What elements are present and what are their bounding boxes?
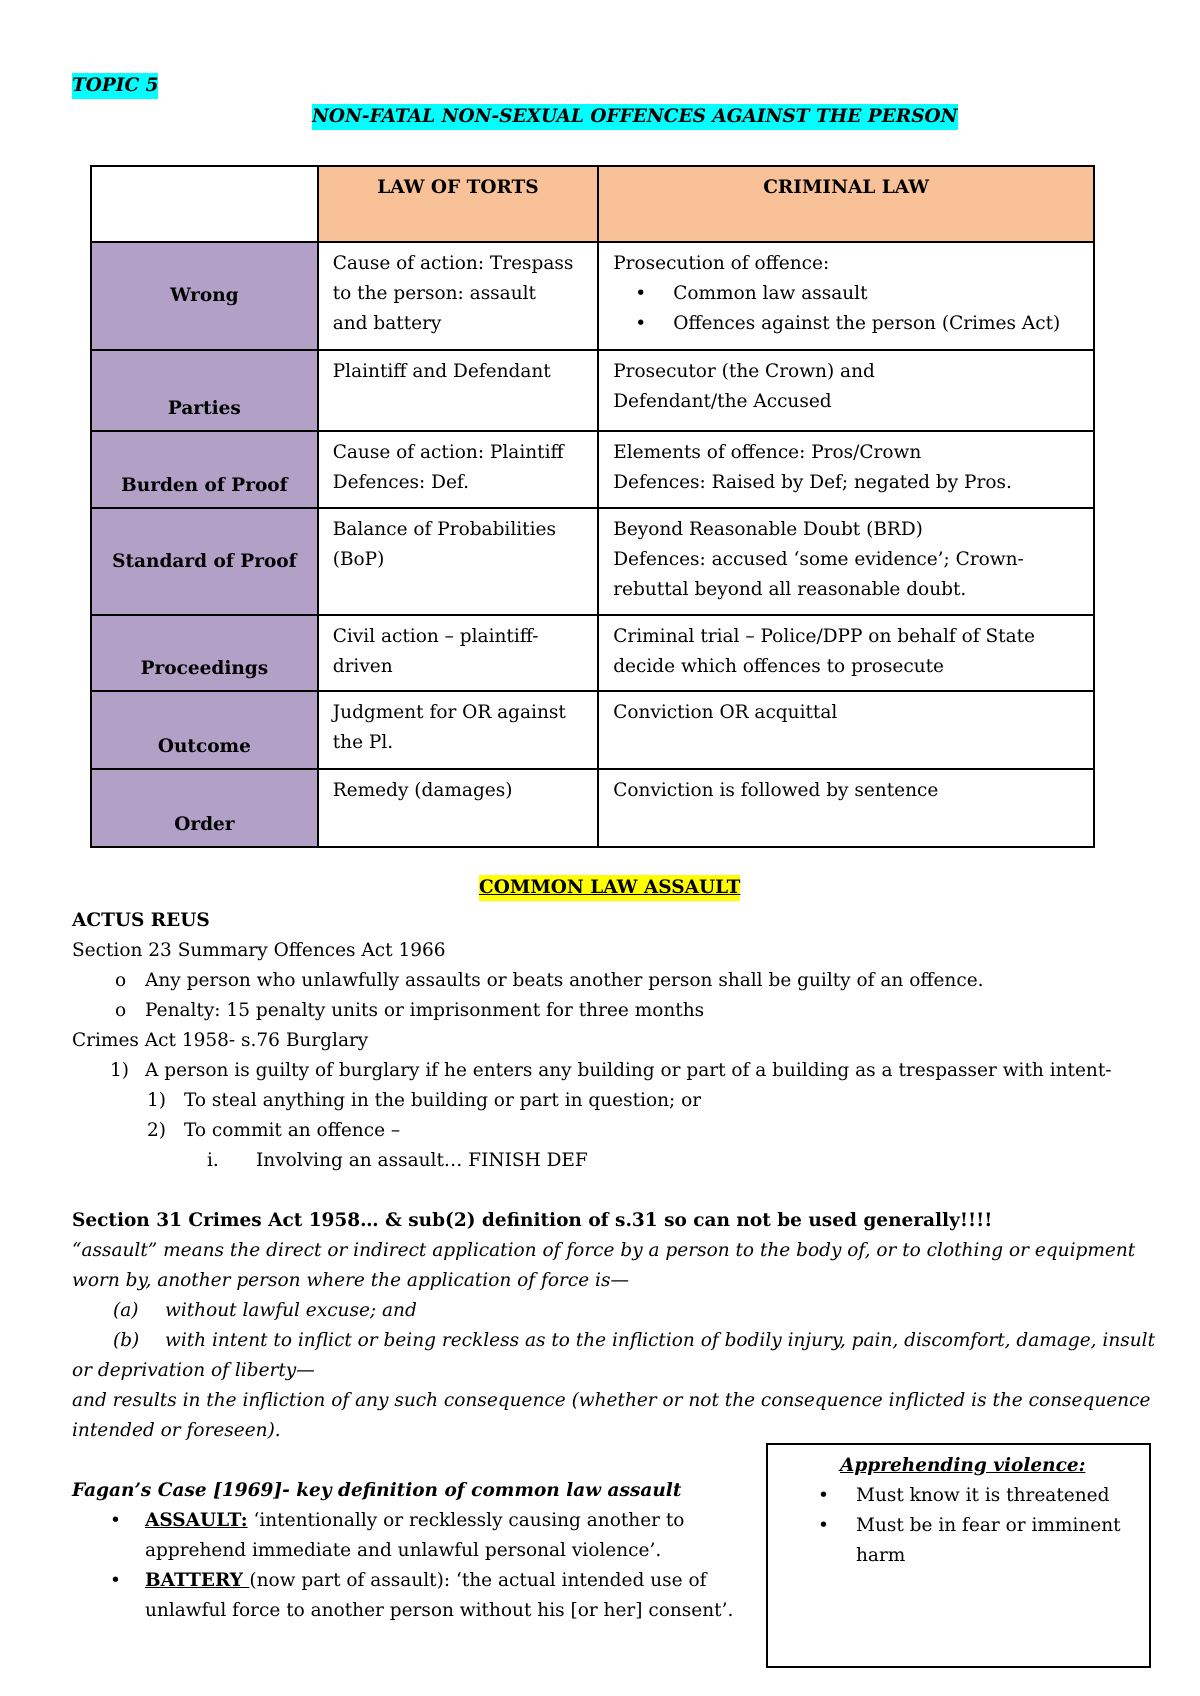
row-label-proceedings: Proceedings	[91, 615, 318, 691]
bullet-diamond: •	[110, 1570, 121, 1591]
header-blank-cell	[91, 166, 318, 242]
page-title: NON-FATAL NON-SEXUAL OFFENCES AGAINST THE PERSON	[312, 104, 958, 130]
cell-line: Plaintiff and Defendant	[332, 361, 551, 382]
cell-line: and battery	[332, 313, 442, 334]
cell-line: Defendant/the Accused	[613, 391, 832, 412]
cell-line: Defences: accused ‘some evidence’; Crown-	[613, 549, 1024, 570]
cell-line: Balance of Probabilities	[332, 519, 556, 540]
cell-line: Beyond Reasonable Doubt (BRD)	[613, 519, 923, 540]
assault-definition	[145, 1506, 684, 1536]
assault-text: ‘intentionally or recklessly causing another to	[247, 1510, 685, 1531]
row-label-standard-of-proof: Standard of Proof	[91, 508, 318, 615]
row-label-parties: Parties	[91, 350, 318, 431]
table-row	[91, 691, 1094, 769]
table-row	[91, 242, 1094, 350]
cell-line: Prosecution of offence:	[613, 253, 830, 274]
bullet-diamond: •	[818, 1515, 829, 1536]
definition-line: worn by, another person where the application of force is—	[72, 1270, 629, 1291]
cell-line: driven	[332, 656, 393, 677]
torts-cell	[318, 350, 598, 431]
criminal-cell	[598, 431, 1094, 508]
row-label-burden-of-proof: Burden of Proof	[91, 431, 318, 508]
topic-label: TOPIC 5	[72, 73, 158, 99]
battery-definition-cont: unlawful force to another person without his [or her] consent’.	[145, 1600, 734, 1621]
definition-line: without lawful excuse; and	[165, 1300, 417, 1321]
battery-definition	[145, 1566, 706, 1596]
header-law-of-torts: LAW OF TORTS	[318, 166, 598, 242]
section-heading: COMMON LAW ASSAULT	[479, 875, 740, 901]
comparison-table	[90, 165, 1095, 848]
criminal-cell	[598, 350, 1094, 431]
bullet-o: o	[115, 1000, 127, 1021]
list-number: 2)	[147, 1120, 166, 1141]
cell-line: Remedy (damages)	[332, 780, 513, 801]
s23-item: Penalty: 15 penalty units or imprisonment for three months	[145, 1000, 705, 1021]
criminal-cell	[598, 691, 1094, 769]
actus-reus-heading: ACTUS REUS	[72, 910, 210, 931]
criminal-bullet-list	[613, 279, 1079, 339]
list-item: • Offences against the person (Crimes Act)	[673, 309, 1079, 339]
cell-line: (BoP)	[332, 549, 385, 570]
cell-line: Conviction OR acquittal	[613, 702, 838, 723]
definition-num: (a)	[113, 1300, 139, 1321]
assault-label: ASSAULT:	[145, 1510, 248, 1531]
definition-line: “assault” means the direct or indirect application of force by a person to the body of, or to clothing or equipment	[72, 1240, 1136, 1261]
s76-roman-item: Involving an assault… FINISH DEF	[256, 1150, 588, 1171]
cell-line: Defences: Def.	[332, 472, 469, 493]
criminal-cell	[598, 615, 1094, 691]
bullet-diamond: •	[110, 1510, 121, 1531]
torts-cell	[318, 431, 598, 508]
s76-heading: Crimes Act 1958- s.76 Burglary	[72, 1030, 369, 1051]
torts-cell	[318, 691, 598, 769]
row-label-wrong: Wrong	[91, 242, 318, 350]
s76-main: A person is guilty of burglary if he enters any building or part of a building as a trespasser with intent-	[145, 1060, 1112, 1081]
definition-num: (b)	[113, 1330, 140, 1351]
box-title: Apprehending violence:	[840, 1455, 1086, 1476]
cell-line: Cause of action: Trespass	[332, 253, 574, 274]
list-number: i.	[207, 1150, 219, 1171]
definition-line: intended or foreseen).	[72, 1420, 281, 1441]
bullet-o: o	[115, 970, 127, 991]
cell-line: the Pl.	[332, 732, 394, 753]
torts-cell	[318, 615, 598, 691]
definition-line: or deprivation of liberty—	[72, 1360, 315, 1381]
torts-cell	[318, 769, 598, 847]
list-number: 1)	[147, 1090, 166, 1111]
cell-line: Conviction is followed by sentence	[613, 780, 939, 801]
criminal-cell	[598, 508, 1094, 615]
box-item: Must know it is threatened	[856, 1485, 1110, 1506]
cell-line: Civil action – plaintiff-	[332, 626, 539, 647]
battery-text: (now part of assault): ‘the actual intended use of	[249, 1570, 707, 1591]
row-label-outcome: Outcome	[91, 691, 318, 769]
cell-line: rebuttal beyond all reasonable doubt.	[613, 579, 967, 600]
s31-heading: Section 31 Crimes Act 1958… & sub(2) definition of s.31 so can not be used generally!!!!	[72, 1210, 993, 1231]
cell-line: decide which offences to prosecute	[613, 656, 944, 677]
apprehending-violence-box	[766, 1443, 1151, 1668]
cell-line: Elements of offence: Pros/Crown	[613, 442, 922, 463]
list-number: 1)	[110, 1060, 129, 1081]
table-row	[91, 615, 1094, 691]
torts-cell	[318, 242, 598, 350]
definition-line: and results in the infliction of any such consequence (whether or not the consequence inflicted is the consequence	[72, 1390, 1151, 1411]
criminal-cell	[598, 242, 1094, 350]
cell-line: Criminal trial – Police/DPP on behalf of State	[613, 626, 1036, 647]
table-header-row	[91, 166, 1094, 242]
cell-line: Defences: Raised by Def; negated by Pros.	[613, 472, 1012, 493]
box-item: harm	[856, 1545, 906, 1566]
bullet-diamond: •	[818, 1485, 829, 1506]
definition-line: with intent to inflict or being reckless as to the infliction of bodily injury, pain, discomfort, damage, insult	[165, 1330, 1156, 1351]
cell-line: to the person: assault	[332, 283, 536, 304]
table-row	[91, 431, 1094, 508]
s23-heading: Section 23 Summary Offences Act 1966	[72, 940, 446, 961]
s76-sub-item: To commit an offence –	[184, 1120, 401, 1141]
fagan-heading: Fagan’s Case [1969]- key definition of common law assault	[72, 1480, 682, 1501]
cell-line: Prosecutor (the Crown) and	[613, 361, 875, 382]
assault-definition-cont: apprehend immediate and unlawful personal violence’.	[145, 1540, 662, 1561]
list-item: • Common law assault	[673, 279, 1079, 309]
table-row	[91, 769, 1094, 847]
s23-item: Any person who unlawfully assaults or beats another person shall be guilty of an offence.	[145, 970, 984, 991]
table-row	[91, 508, 1094, 615]
box-item: Must be in fear or imminent	[856, 1515, 1121, 1536]
criminal-cell	[598, 769, 1094, 847]
cell-line: Judgment for OR against	[332, 702, 566, 723]
table-row	[91, 350, 1094, 431]
row-label-order: Order	[91, 769, 318, 847]
cell-line: Cause of action: Plaintiff	[332, 442, 564, 463]
torts-cell	[318, 508, 598, 615]
header-criminal-law: CRIMINAL LAW	[598, 166, 1094, 242]
s76-sub-item: To steal anything in the building or part in question; or	[184, 1090, 702, 1111]
battery-label: BATTERY	[145, 1570, 250, 1591]
